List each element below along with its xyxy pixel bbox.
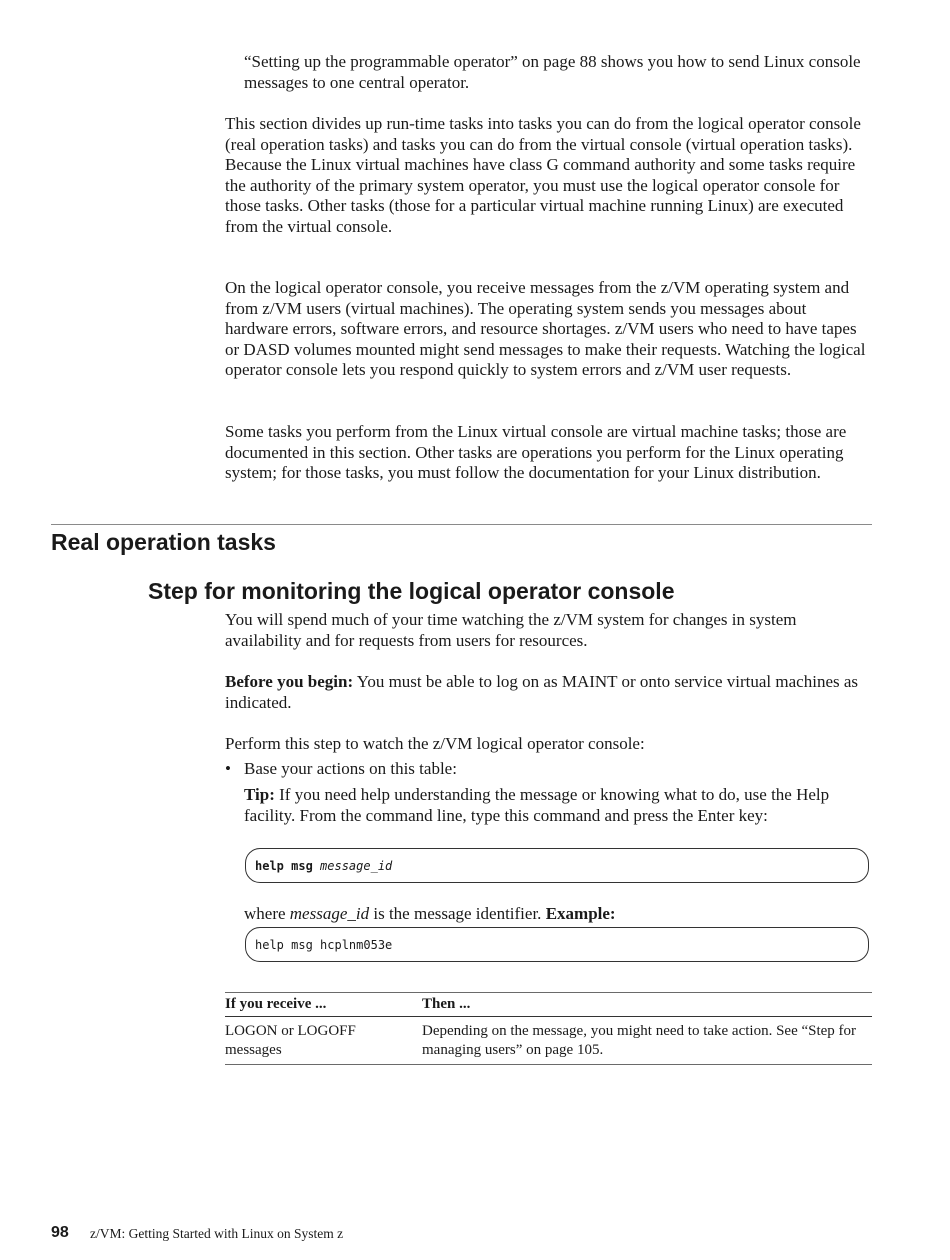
- bullet-text: Base your actions on this table:: [244, 759, 457, 778]
- paragraph-virtual-console-tasks: Some tasks you perform from the Linux virtual console are virtual machine tasks; those are documented in this section. Other tasks are operations you perform for the Linux operating system; for those tasks, you must follow the documentation for your Linux distribution.: [225, 422, 847, 483]
- code-example-syntax: [245, 848, 869, 883]
- intro-paragraph: You will spend much of your time watching the z/VM system for changes in system availability and for requests from users for resources.: [225, 610, 797, 650]
- where-prefix: where: [244, 904, 290, 923]
- table-header-action: Then ...: [422, 996, 471, 1012]
- example-label: Example:: [545, 904, 616, 923]
- before-you-begin: [225, 672, 873, 713]
- table-header-condition: If you receive ...: [225, 996, 327, 1012]
- book-title: z/VM: Getting Started with Linux on System z: [90, 1226, 344, 1241]
- table-cell-condition: LOGON or LOGOFF messages: [225, 1023, 356, 1058]
- table-header-rule: [225, 1016, 872, 1017]
- tip-paragraph: [244, 785, 864, 826]
- code-argument: message_id: [320, 859, 393, 873]
- table-bottom-rule: [225, 1064, 872, 1065]
- section-heading: Real operation tasks: [51, 529, 276, 555]
- paragraph-logical-operator-console: On the logical operator console, you receive messages from the z/VM operating system and from z/VM users (virtual machines). The operating system sends you messages about hardware errors, software errors, and resource shortages. z/VM users who need to have tapes or DASD volumes mounted might send messages to make their requests. Watching the logical operator console lets you respond quickly to system errors and z/VM user requests.: [225, 278, 866, 380]
- where-variable: message_id: [289, 904, 370, 923]
- perform-step-text: Perform this step to watch the z/VM logical operator console:: [225, 734, 645, 753]
- before-you-begin-label: Before you begin:: [225, 672, 354, 691]
- where-suffix: is the message identifier.: [369, 904, 546, 923]
- page-number: 98: [51, 1224, 69, 1241]
- where-text: [244, 904, 616, 925]
- before-you-begin-text: You must be able to log on as MAINT or onto service virtual machines as indicated.: [225, 672, 859, 712]
- section-divider: [51, 524, 872, 525]
- bullet-icon: •: [225, 759, 231, 778]
- paragraph-programmable-operator: “Setting up the programmable operator” on page 88 shows you how to send Linux console messages to one central operator.: [244, 52, 861, 92]
- tip-label: Tip:: [244, 785, 275, 804]
- table-top-rule: [225, 992, 872, 993]
- code-command: help msg: [255, 859, 313, 873]
- tip-text: If you need help understanding the message or knowing what to do, use the Help facility. From the command line, type this command and press the Enter key:: [244, 785, 830, 825]
- paragraph-run-time-tasks: This section divides up run-time tasks into tasks you can do from the logical operator console (real operation tasks) and tasks you can do from the virtual console (virtual operation tasks). Because the Linux virtual machines have class G command authority and some tasks require the authority of the primary system operator, you must use the logical operator console for those tasks. Other tasks (those for a particular virtual machine running Linux) are executed from the virtual console.: [225, 114, 861, 236]
- table-cell-action: Depending on the message, you might need to take action. See “Step for managing users” on page 105.: [422, 1023, 857, 1058]
- code-example: help msg hcplnm053e: [245, 927, 869, 962]
- subsection-heading: Step for monitoring the logical operator console: [148, 578, 675, 604]
